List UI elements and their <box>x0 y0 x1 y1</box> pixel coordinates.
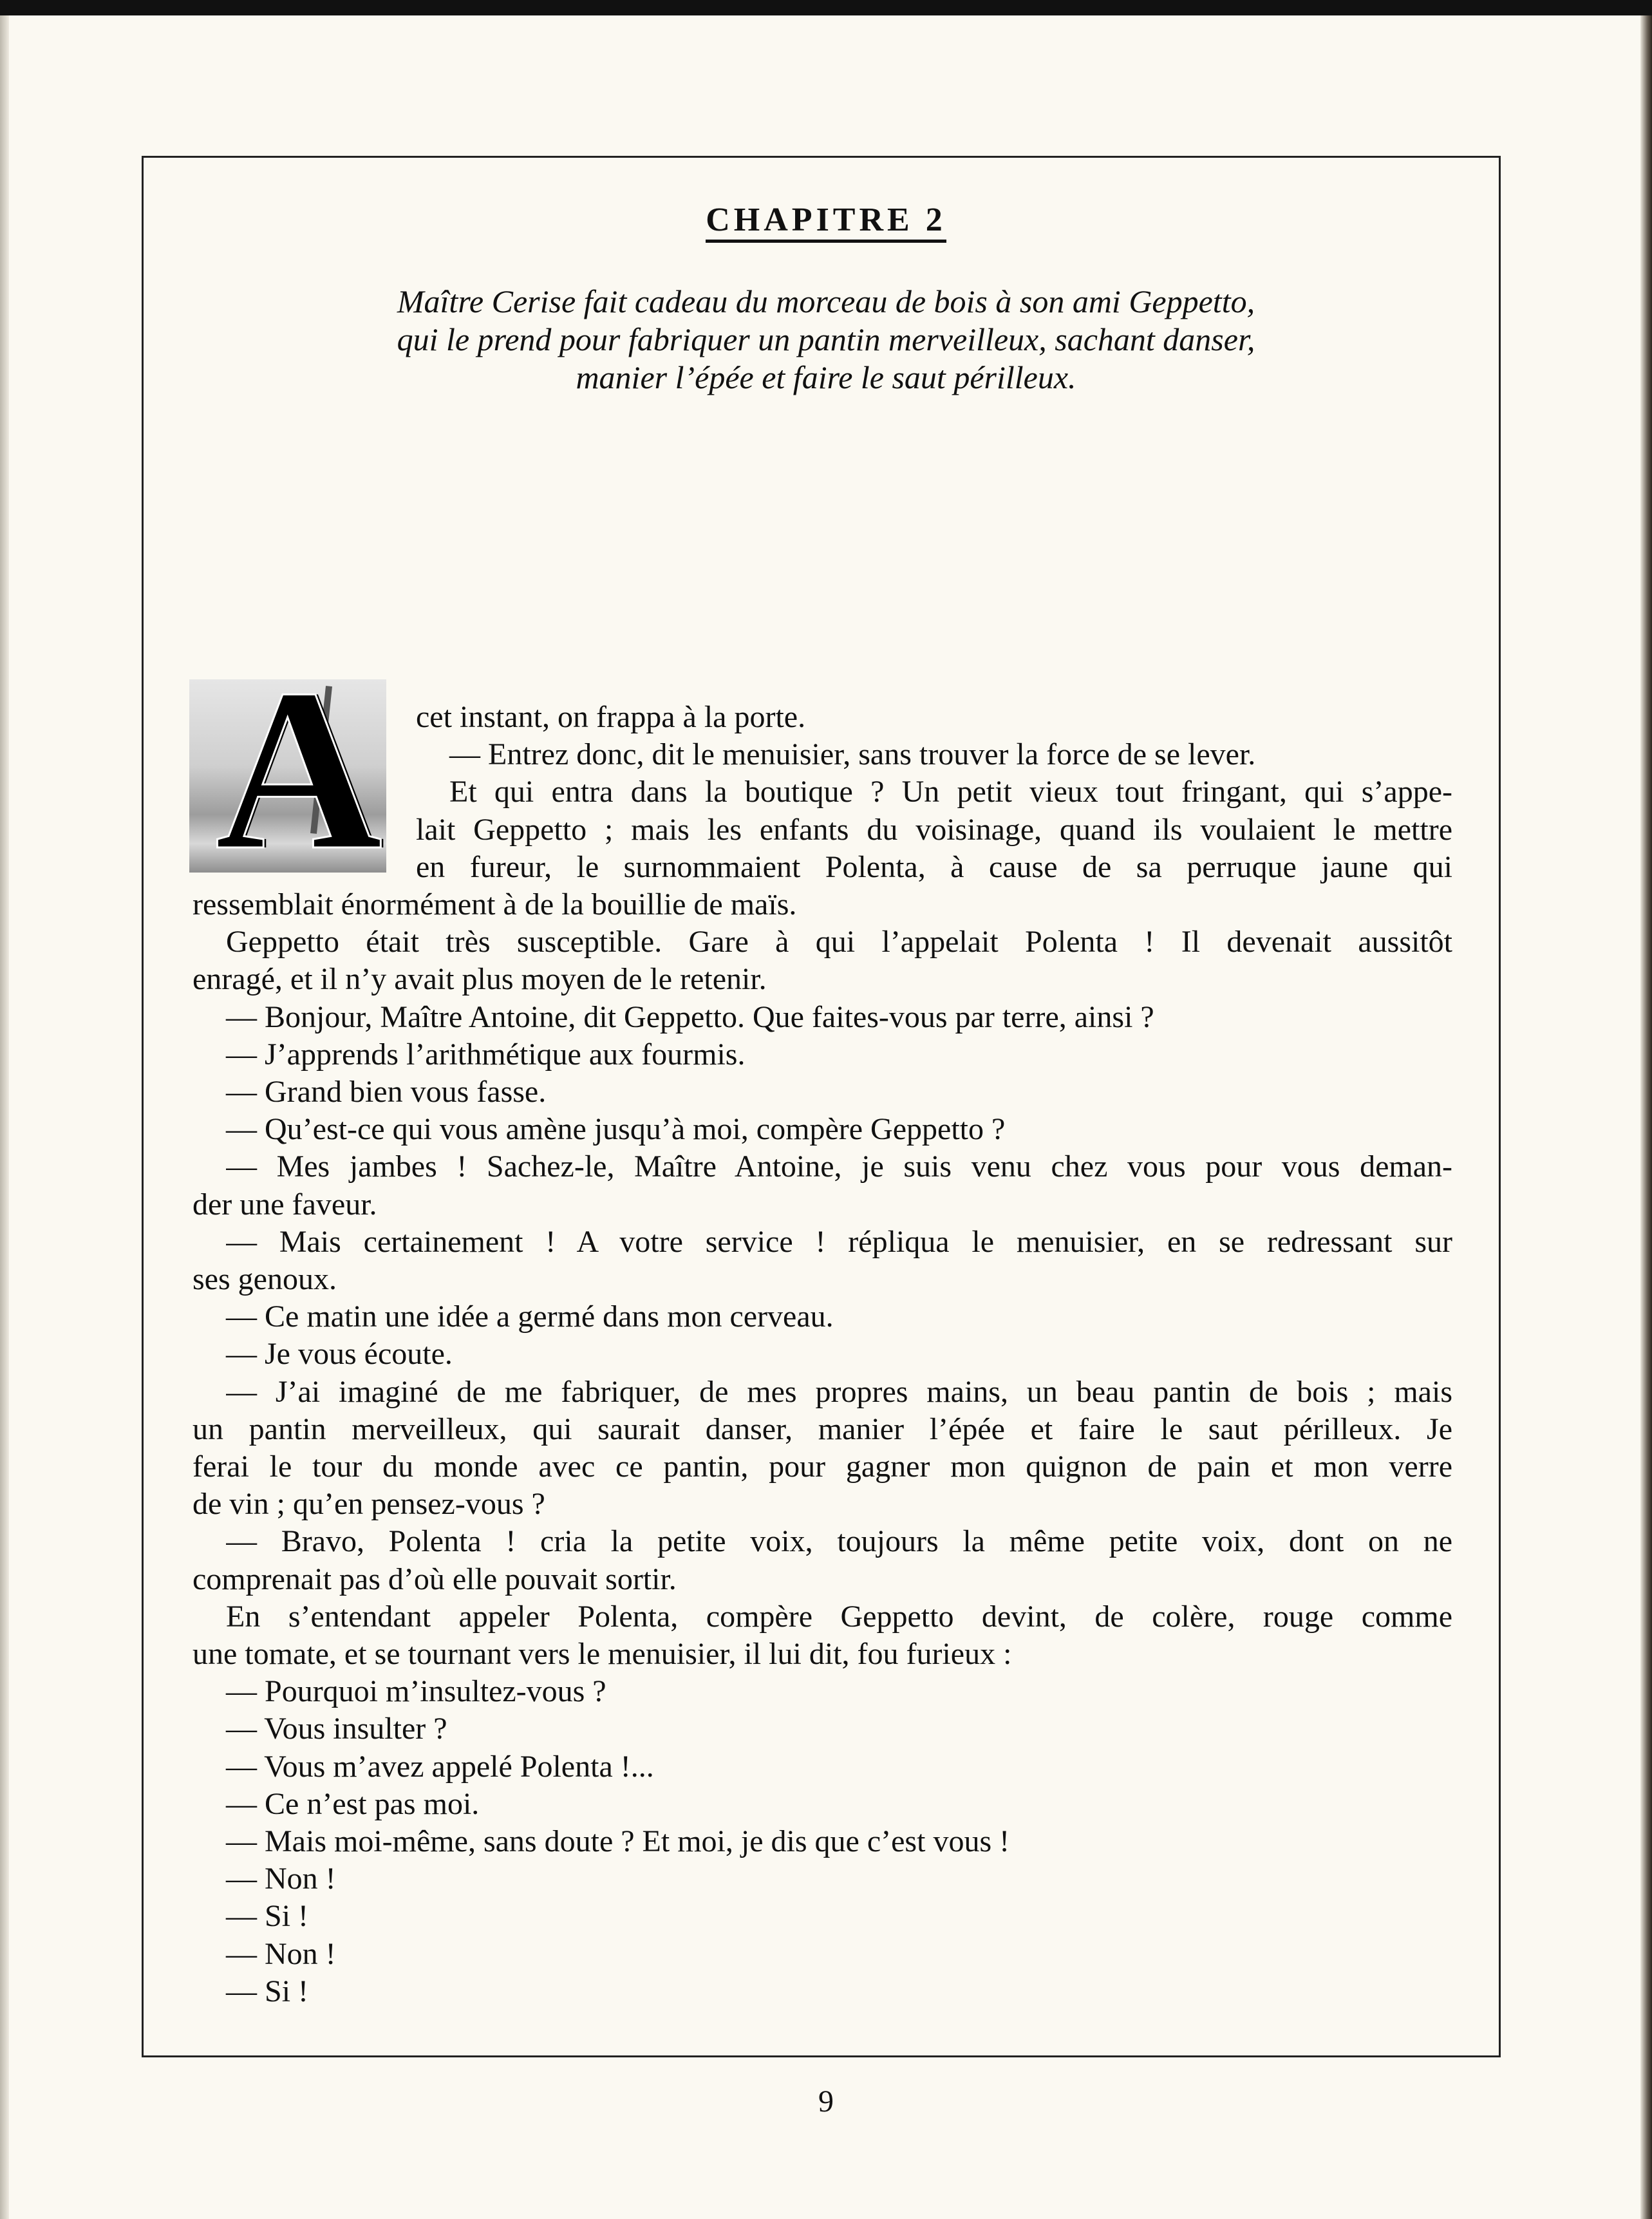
text-line: — Non ! <box>226 1862 336 1896</box>
text-line: — Bonjour, Maître Antoine, dit Geppetto. Que faites-vous par terre, ainsi ? <box>226 999 1154 1034</box>
chapter-summary-line: manier l’épée et faire le saut périlleux. <box>576 359 1076 395</box>
text-line: lait Geppetto ; mais les enfants du voisinage, quand ils voulaient le mettre <box>416 812 1452 847</box>
drop-cap-letter: A <box>215 679 382 873</box>
text-line: — Bravo, Polenta ! cria la petite voix, toujours la même petite voix, dont on ne <box>226 1524 1452 1559</box>
chapter-title <box>0 201 1652 239</box>
text-line: Geppetto était très susceptible. Gare à qui l’appelait Polenta ! Il devenait aussitôt <box>226 925 1452 959</box>
chapter-summary-line: qui le prend pour fabriquer un pantin merveilleux, sachant danser, <box>397 321 1255 357</box>
text-line: En s’entendant appeler Polenta, compère Geppetto devint, de colère, rouge comme <box>226 1599 1452 1634</box>
text-line: ressemblait énormément à de la bouillie de maïs. <box>192 887 797 921</box>
text-line: de vin ; qu’en pensez-vous ? <box>192 1487 545 1522</box>
text-line: — Pourquoi m’insultez-vous ? <box>226 1674 606 1709</box>
text-line: — Je vous écoute. <box>226 1337 453 1372</box>
text-line: der une faveur. <box>192 1187 377 1222</box>
text-line: — Ce n’est pas moi. <box>226 1786 480 1821</box>
page-number: 9 <box>818 2084 834 2119</box>
text-line: — J’apprends l’arithmétique aux fourmis. <box>226 1037 746 1072</box>
text-line: — Non ! <box>226 1936 336 1971</box>
text-line: ferai le tour du monde avec ce pantin, pour gagner mon quignon de pain et mon verre <box>192 1449 1452 1484</box>
text-line: — Ce matin une idée a germé dans mon cerveau. <box>226 1299 834 1334</box>
chapter-summary-line: Maître Cerise fait cadeau du morceau de bois à son ami Geppetto, <box>397 283 1255 319</box>
chapter-title-text: CHAPITRE 2 <box>706 202 946 243</box>
text-line: — Grand bien vous fasse. <box>226 1075 547 1109</box>
text-line: en fureur, le surnommaient Polenta, à cause de sa perruque jaune qui <box>416 849 1452 884</box>
text-line: enragé, et il n’y avait plus moyen de le retenir. <box>192 962 767 997</box>
text-line: — Qu’est-ce qui vous amène jusqu’à moi, compère Geppetto ? <box>226 1112 1006 1147</box>
text-line: — Entrez donc, dit le menuisier, sans trouver la force de se lever. <box>449 737 1256 772</box>
text-line: — Mais moi-même, sans doute ? Et moi, je dis que c’est vous ! <box>226 1824 1010 1858</box>
text-line: comprenait pas d’où elle pouvait sortir. <box>192 1562 677 1596</box>
illustrated-drop-cap <box>189 679 386 873</box>
text-line: — Si ! <box>226 1899 309 1934</box>
text-line: un pantin merveilleux, qui saurait danser, manier l’épée et faire le saut périlleux. Je <box>192 1412 1452 1446</box>
text-line: — Vous m’avez appelé Polenta !... <box>226 1749 654 1784</box>
text-line: ses genoux. <box>192 1262 337 1296</box>
text-line: Et qui entra dans la boutique ? Un petit vieux tout fringant, qui s’appe- <box>449 775 1452 809</box>
text-line: — J’ai imaginé de me fabriquer, de mes propres mains, un beau pantin de bois ; mais <box>226 1374 1452 1409</box>
scan-top-edge <box>0 0 1652 15</box>
text-line: cet instant, on frappa à la porte. <box>416 700 806 734</box>
text-line: — Si ! <box>226 1974 309 2008</box>
text-line: — Vous insulter ? <box>226 1712 447 1746</box>
text-line: — Mes jambes ! Sachez-le, Maître Antoine, je suis venu chez vous pour vous deman- <box>226 1149 1452 1184</box>
text-line: — Mais certainement ! A votre service ! répliqua le menuisier, en se redressant sur <box>226 1224 1452 1259</box>
text-line: une tomate, et se tournant vers le menuisier, il lui dit, fou furieux : <box>192 1637 1012 1671</box>
